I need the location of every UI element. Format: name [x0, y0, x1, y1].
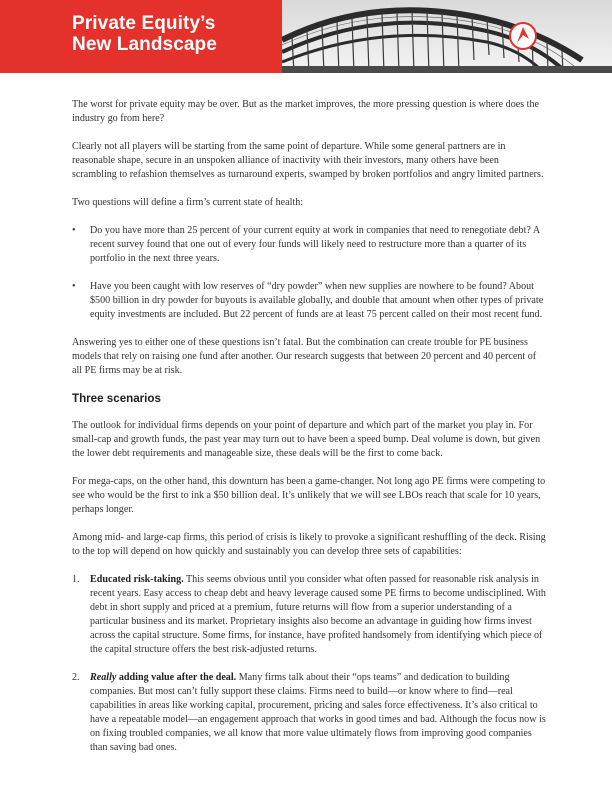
scenario-paragraph: Among mid- and large-cap firms, this period of crisis is likely to provoke a significant reshuffling of the deck. Rising to the top will depend on how quickly and sustainably you can develop three sets of capabilities:: [72, 532, 546, 557]
item-text: This seems obvious until you consider what often passed for reasonable risk analysis in recent years. Easy access to cheap debt and heavy leverage caused some PE firms to become undisciplined. With debt in short supply and priced at a premium, future returns will flow from a superior understanding of a particular business and its market. Proprietary insights also become an advantage in guiding how firms invest across the capital structure. Some firms, for instance, have profited handsomely from identifying which piece of the capital structure offers the best risk-adjusted returns.: [90, 574, 546, 655]
numbered-item: [72, 573, 546, 657]
intro-paragraph: Two questions will define a firm’s current state of health:: [72, 197, 304, 208]
title-banner: [0, 0, 282, 73]
numbered-item: [72, 671, 546, 755]
closing-paragraph: Answering yes to either one of these questions isn’t fatal. But the combination can create trouble for PE business models that rely on raising one fund after another. Our research suggests that between 20 percent and 40 percent of all PE firms may be at risk.: [72, 337, 537, 376]
intro-paragraph: Clearly not all players will be starting from the same point of departure. While some general partners are in reasonable shape, secure in an unspoken alliance of inactivity with their investors, many others have been scrambling to refashion themselves as turnaround experts, swamped by broken portfolios and angry limited partners.: [72, 141, 544, 180]
item-lead: Educated risk-taking.: [90, 574, 184, 585]
bullet-item: [72, 224, 546, 266]
bullet-marker: •: [72, 281, 76, 292]
bullet-text: Have you been caught with low reserves of “dry powder” when new supplies are nowhere to be found? About $500 billion in dry powder for buyouts is available globally, and double that amount when other types of private equity investments are included. But 22 percent of funds are at least 75 percent called on their most recent fund.: [90, 281, 544, 320]
item-number: 2.: [72, 672, 80, 683]
bullet-marker: •: [72, 225, 76, 236]
item-number: 1.: [72, 574, 80, 585]
page-title: [72, 13, 217, 55]
article-body: [72, 98, 546, 769]
bridge-photo: [282, 0, 612, 73]
item-lead: [90, 672, 236, 683]
title-line-2: New Landscape: [72, 34, 217, 55]
item-lead-emphasis: Really: [90, 672, 117, 683]
intro-paragraph: The worst for private equity may be over. But as the market improves, the more pressing question is where does the industry go from here?: [72, 99, 539, 124]
section-heading: Three scenarios: [72, 392, 161, 405]
title-line-1: Private Equity’s: [72, 13, 216, 34]
bullet-text: Do you have more than 25 percent of your current equity at work in companies that need to renegotiate debt? A recent survey found that one out of every four funds will likely need to restructure more than a quarter of its portfolio in the next three years.: [90, 225, 540, 264]
compass-arrow-icon: [508, 21, 538, 51]
page-header: [0, 0, 612, 73]
bullet-item: [72, 280, 546, 322]
scenario-paragraph: For mega-caps, on the other hand, this downturn has been a game-changer. Not long ago PE firms were competing to see who would be the first to ink a $50 billion deal. It’s unlikely that we will see LBOs reach that scale for 10 years, perhaps longer.: [72, 476, 546, 515]
item-lead-rest: adding value after the deal.: [116, 672, 237, 683]
scenario-paragraph: The outlook for individual firms depends on your point of departure and which part of the market you play in. For small-cap and growth funds, the past year may turn out to have been a speed bump. Deal volume is down, but given the lower debt requirements and manageable size, these deals will be the first to come back.: [72, 420, 541, 459]
item-text: Many firms talk about their “ops teams” and dedication to building companies. But most can’t fully support these claims. Firms need to build—or know where to find—real capabilities in areas like working capital, procurement, pricing and sales force effectiveness. It’s also critical to have a repeatable model—an engagement approach that works in good times and bad. Although the focus now is on fixing troubled companies, we all know that more value ultimately flows from improving good companies than saving bad ones.: [90, 672, 546, 753]
